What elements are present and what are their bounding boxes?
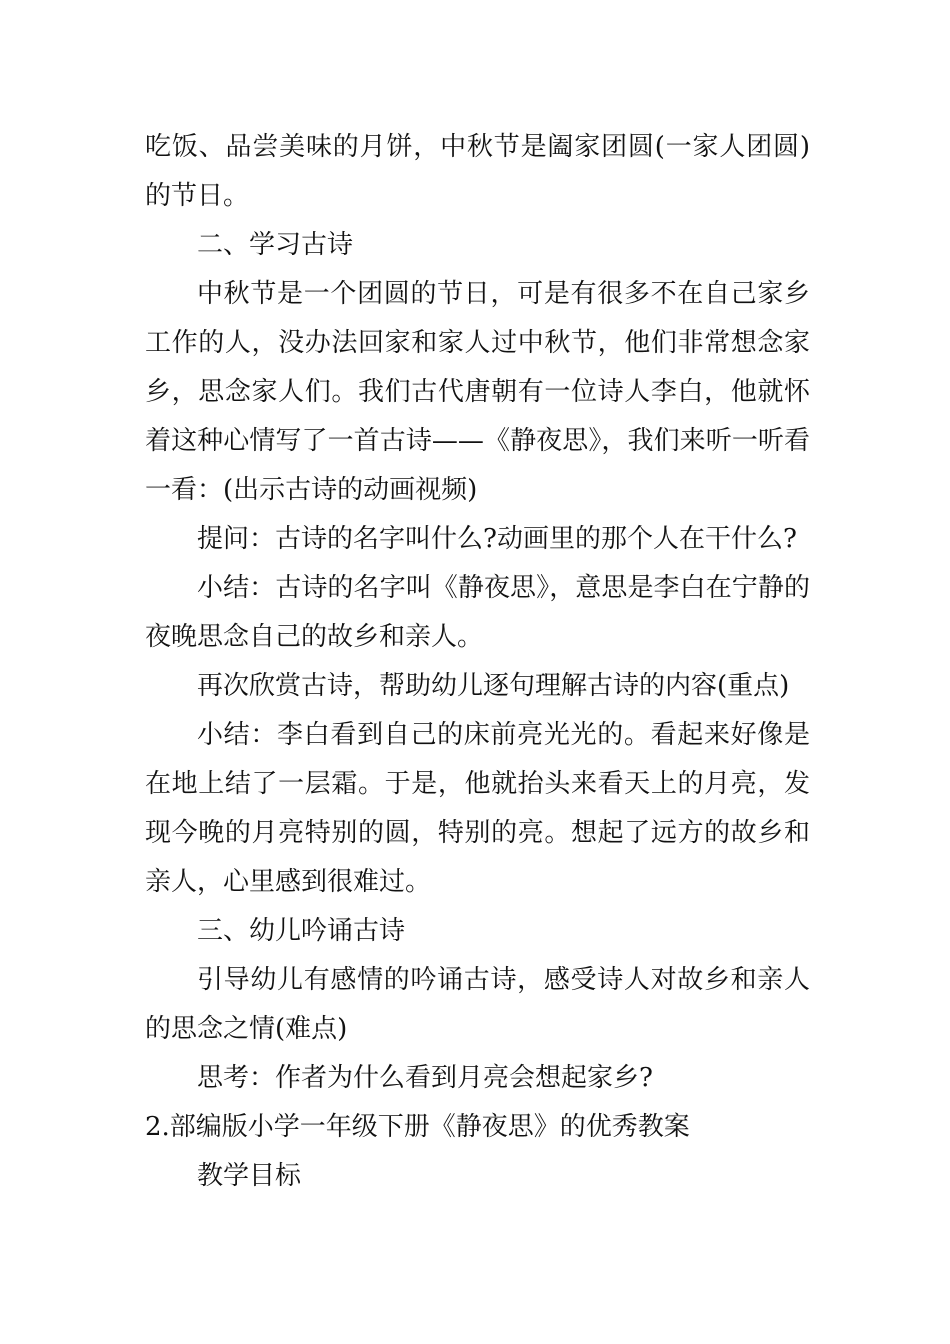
paragraph-appreciate-again: 再次欣赏古诗，帮助幼儿逐句理解古诗的内容(重点): [197, 671, 790, 701]
heading-teaching-goals: 教学目标: [197, 1161, 302, 1191]
paragraph-question: 提问：古诗的名字叫什么?动画里的那个人在干什么?: [197, 524, 797, 554]
document-body: [145, 123, 810, 1201]
paragraph-summary-title: 小结：古诗的名字叫《静夜思》，意思是李白在宁静的夜晚思念自己的故乡和亲人。: [145, 573, 810, 652]
paragraph-continuation: 吃饭、品尝美味的月饼，中秋节是阖家团圆(一家人团圆)的节日。: [145, 132, 810, 211]
heading-lesson-plan-2: 2.部编版小学一年级下册《静夜思》的优秀教案: [145, 1112, 690, 1142]
paragraph-guide-recite: 引导幼儿有感情的吟诵古诗，感受诗人对故乡和亲人的思念之情(难点): [145, 965, 810, 1044]
section-heading-recite-poem: 三、幼儿吟诵古诗: [197, 916, 406, 946]
paragraph-summary-meaning: 小结：李白看到自己的床前亮光光的。看起来好像是在地上结了一层霜。于是，他就抬头来看天上的月亮，发现今晚的月亮特别的圆，特别的亮。想起了远方的故乡和亲人，心里感到很难过。: [145, 720, 810, 897]
section-heading-learn-poem: 二、学习古诗: [197, 230, 354, 260]
paragraph-think: 思考：作者为什么看到月亮会想起家乡?: [197, 1063, 653, 1093]
paragraph-poem-intro: 中秋节是一个团圆的节日，可是有很多不在自己家乡工作的人，没办法回家和家人过中秋节，他们非常想念家乡，思念家人们。我们古代唐朝有一位诗人李白，他就怀着这种心情写了一首古诗——《静夜思》，我们来听一听看一看：(出示古诗的动画视频): [145, 279, 810, 505]
